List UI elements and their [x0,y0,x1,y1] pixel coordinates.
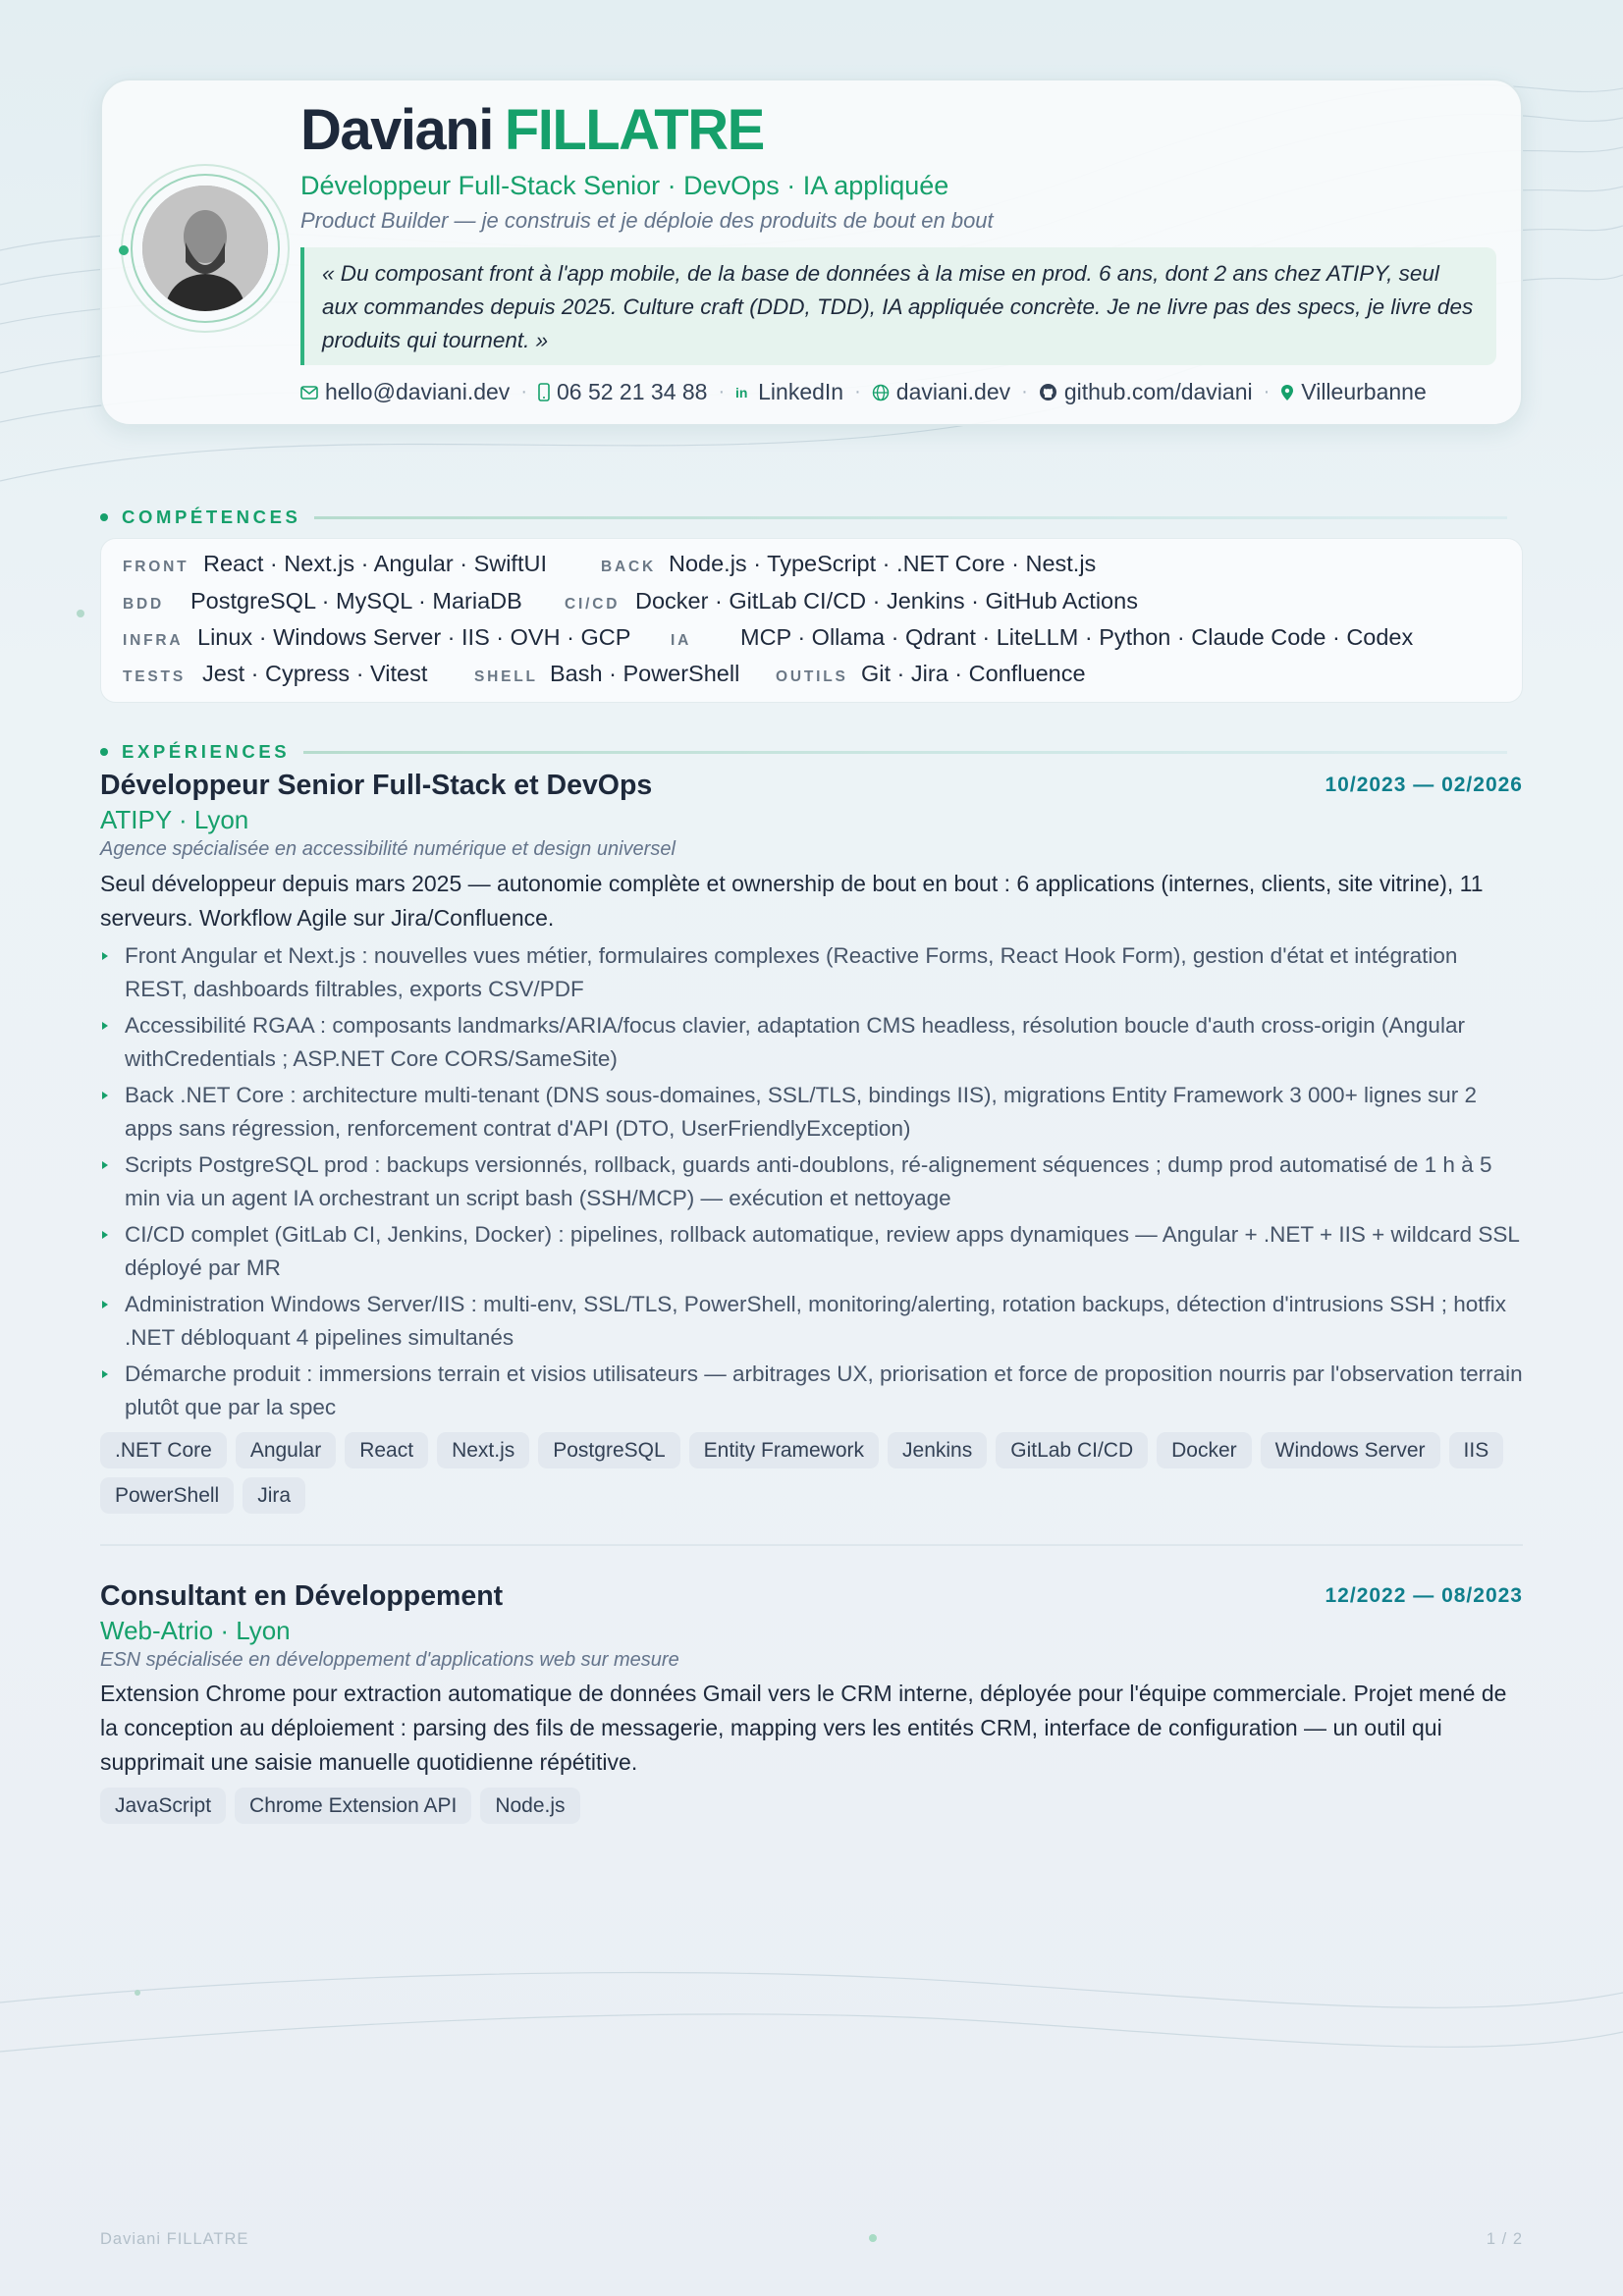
skill-label: IA [671,632,692,649]
list-item: Back .NET Core : architecture multi-tenant (DNS sous-domaines, SSL/TLS, bindings IIS), migrations Entity Framework 3 000+ lignes sur 2 apps sans régression, renforcement contrat d'API (DTO, UserFriendlyException) [100,1079,1523,1146]
tech-tag: Jenkins [888,1432,987,1468]
tech-tags [100,1788,1523,1833]
github-text: github.com/daviani [1063,379,1253,404]
tech-tag: Chrome Extension API [235,1788,471,1824]
skill-label: TESTS [123,668,186,685]
portrait-icon [142,186,268,311]
skill-value: Docker · GitLab CI/CD · Jenkins · GitHub Actions [635,588,1138,614]
skills-row [123,551,1096,584]
separator: · [520,381,527,402]
list-item: CI/CD complet (GitLab CI, Jenkins, Docker) : pipelines, rollback automatique, review apps dynamiques — Angular + .NET + IIS + wildcard SSL déployé par MR [100,1218,1523,1285]
achievement-list [100,939,1523,1427]
list-item: Accessibilité RGAA : composants landmarks/ARIA/focus clavier, adaptation CMS headless, résolution boucle d'auth cross-origin (Angular withCredentials ; ASP.NET Core CORS/SameSite) [100,1009,1523,1076]
footer-dot-icon [869,2234,877,2242]
tech-tag: Next.js [437,1432,529,1468]
contact-phone[interactable] [538,379,707,405]
profile-header-card [100,79,1523,426]
list-item: Démarche produit : immersions terrain et visios utilisateurs — arbitrages UX, priorisation et force de proposition nourris par l'observation terrain plutôt que par la spec [100,1358,1523,1424]
tech-tag: .NET Core [100,1432,227,1468]
footer-name: Daviani FILLATRE [100,2230,249,2248]
list-item: Front Angular et Next.js : nouvelles vues métier, formulaires complexes (Reactive Forms, React Hook Form), gestion d'état et intégration REST, dashboards filtrables, exports CSV/PDF [100,939,1523,1006]
tech-tag: Angular [236,1432,336,1468]
skill-label: SHELL [474,668,538,685]
contact-linkedin[interactable] [735,379,843,405]
separator: · [718,381,726,402]
skill-value: React · Next.js · Angular · SwiftUI [203,551,547,576]
tech-tag: IIS [1449,1432,1504,1468]
skill-value: Jest · Cypress · Vitest [202,661,428,686]
location-text: Villeurbanne [1301,379,1427,404]
job-title: Consultant en Développement [100,1580,504,1612]
contact-location [1280,379,1426,405]
section-rule [314,516,1507,519]
job-summary: Extension Chrome pour extraction automatique de données Gmail vers le CRM interne, déployée pour l'équipe commerciale. Projet mené de la conception au déploiement : parsing des fils de messagerie, mapping vers les entités CRM, interface de configuration — un outil qui supprimait une saisie manuelle quotidienne répétitive. [100,1681,1507,1775]
tech-tag: PostgreSQL [538,1432,679,1468]
bullet-dot-icon [100,748,108,756]
headline-title: Développeur Full-Stack Senior · DevOps · IA appliquée [300,171,949,200]
avatar-frame [116,159,295,338]
mail-icon [300,386,318,400]
github-icon [1039,383,1057,401]
skill-value: PostgreSQL · MySQL · MariaDB [190,588,522,614]
separator: · [1021,381,1028,402]
tech-tag: GitLab CI/CD [996,1432,1148,1468]
tech-tag: Docker [1157,1432,1252,1468]
contact-bar [300,379,1427,405]
skill-label: BDD [123,596,164,613]
last-name: FILLATRE [504,98,764,162]
section-rule [303,751,1507,754]
location-pin-icon [1280,384,1294,401]
skills-row [123,661,1086,694]
list-item: Administration Windows Server/IIS : multi-env, SSL/TLS, PowerShell, monitoring/alerting, rotation backups, détection d'intrusions SSH ; hotfix .NET débloquant 4 pipelines simultanés [100,1288,1523,1355]
skill-label: BACK [601,559,656,575]
job-dates: 12/2022 — 08/2023 [1325,1584,1523,1607]
full-name [300,98,764,162]
skill-value: Linux · Windows Server · IIS · OVH · GCP [197,624,631,650]
separator: · [854,381,861,402]
phone-icon [538,383,550,401]
tech-tag: PowerShell [100,1477,234,1514]
skills-heading: COMPÉTENCES [122,507,301,527]
skill-value: Git · Jira · Confluence [861,661,1086,686]
job-dates: 10/2023 — 02/2026 [1325,774,1523,796]
skill-value: Bash · PowerShell [550,661,740,686]
skills-row [123,624,1413,658]
job-summary: Seul développeur depuis mars 2025 — autonomie complète et ownership de bout en bout : 6 applications (internes, clients, site vitrine), 11 serveurs. Workflow Agile sur Jira/Confluence. [100,871,1484,931]
tech-tag: Windows Server [1261,1432,1440,1468]
skill-label: OUTILS [776,668,848,685]
pitch-quote: « Du composant front à l'app mobile, de la base de données à la mise en prod. 6 ans, dont 2 ans chez ATIPY, seul aux commandes depuis 2025. Culture craft (DDD, TDD), IA appliquée concrète. Je ne livre pas des specs, je livre des produits qui tournent. » [300,247,1496,365]
skills-card [100,538,1523,703]
contact-email[interactable] [300,379,510,405]
svg-text:in: in [735,384,748,400]
tech-tag: JavaScript [100,1788,226,1824]
skill-value: Node.js · TypeScript · .NET Core · Nest.js [669,551,1097,576]
phone-text: 06 52 21 34 88 [556,379,708,404]
contact-website[interactable] [872,379,1010,405]
experience-heading: EXPÉRIENCES [122,741,291,762]
page-number: 1 / 2 [1486,2230,1523,2248]
tech-tag: Jira [243,1477,305,1514]
skills-section-title [100,507,1507,528]
bullet-dot-icon [100,513,108,521]
list-item: Scripts PostgreSQL prod : backups versionnés, rollback, guards anti-doublons, ré-alignement séquences ; dump prod automatisé de 1 h à 5 min via un agent IA orchestrant un script bash (SSH/MCP) — exécution et nettoyage [100,1148,1523,1215]
experience-section-title [100,741,1507,763]
tech-tag: React [345,1432,428,1468]
job-company: Web-Atrio · Lyon [100,1616,291,1645]
website-text: daviani.dev [895,379,1011,404]
company-description: Agence spécialisée en accessibilité numérique et design universel [100,838,676,860]
skill-label: INFRA [123,632,184,649]
skill-label: CI/CD [565,596,621,613]
tagline: Product Builder — je construis et je déploie des produits de bout en bout [300,208,994,233]
first-name: Daviani [300,98,493,162]
avatar [142,186,268,311]
skills-row [123,588,1138,621]
company-description: ESN spécialisée en développement d'applications web sur mesure [100,1649,679,1671]
tech-tag: Node.js [480,1788,579,1824]
linkedin-icon [735,385,751,400]
tech-tags [100,1432,1523,1522]
linkedin-text: LinkedIn [758,379,844,404]
globe-icon [872,384,890,401]
separator: · [1263,381,1271,402]
email-text: hello@daviani.dev [325,379,511,404]
skill-value: MCP · Ollama · Qdrant · LiteLLM · Python · Claude Code · Codex [740,624,1414,650]
skill-label: FRONT [123,559,189,575]
job-title: Développeur Senior Full-Stack et DevOps [100,770,653,801]
tech-tag: Entity Framework [689,1432,879,1468]
contact-github[interactable] [1039,379,1253,405]
job-divider [100,1544,1523,1546]
job-company: ATIPY · Lyon [100,805,249,834]
